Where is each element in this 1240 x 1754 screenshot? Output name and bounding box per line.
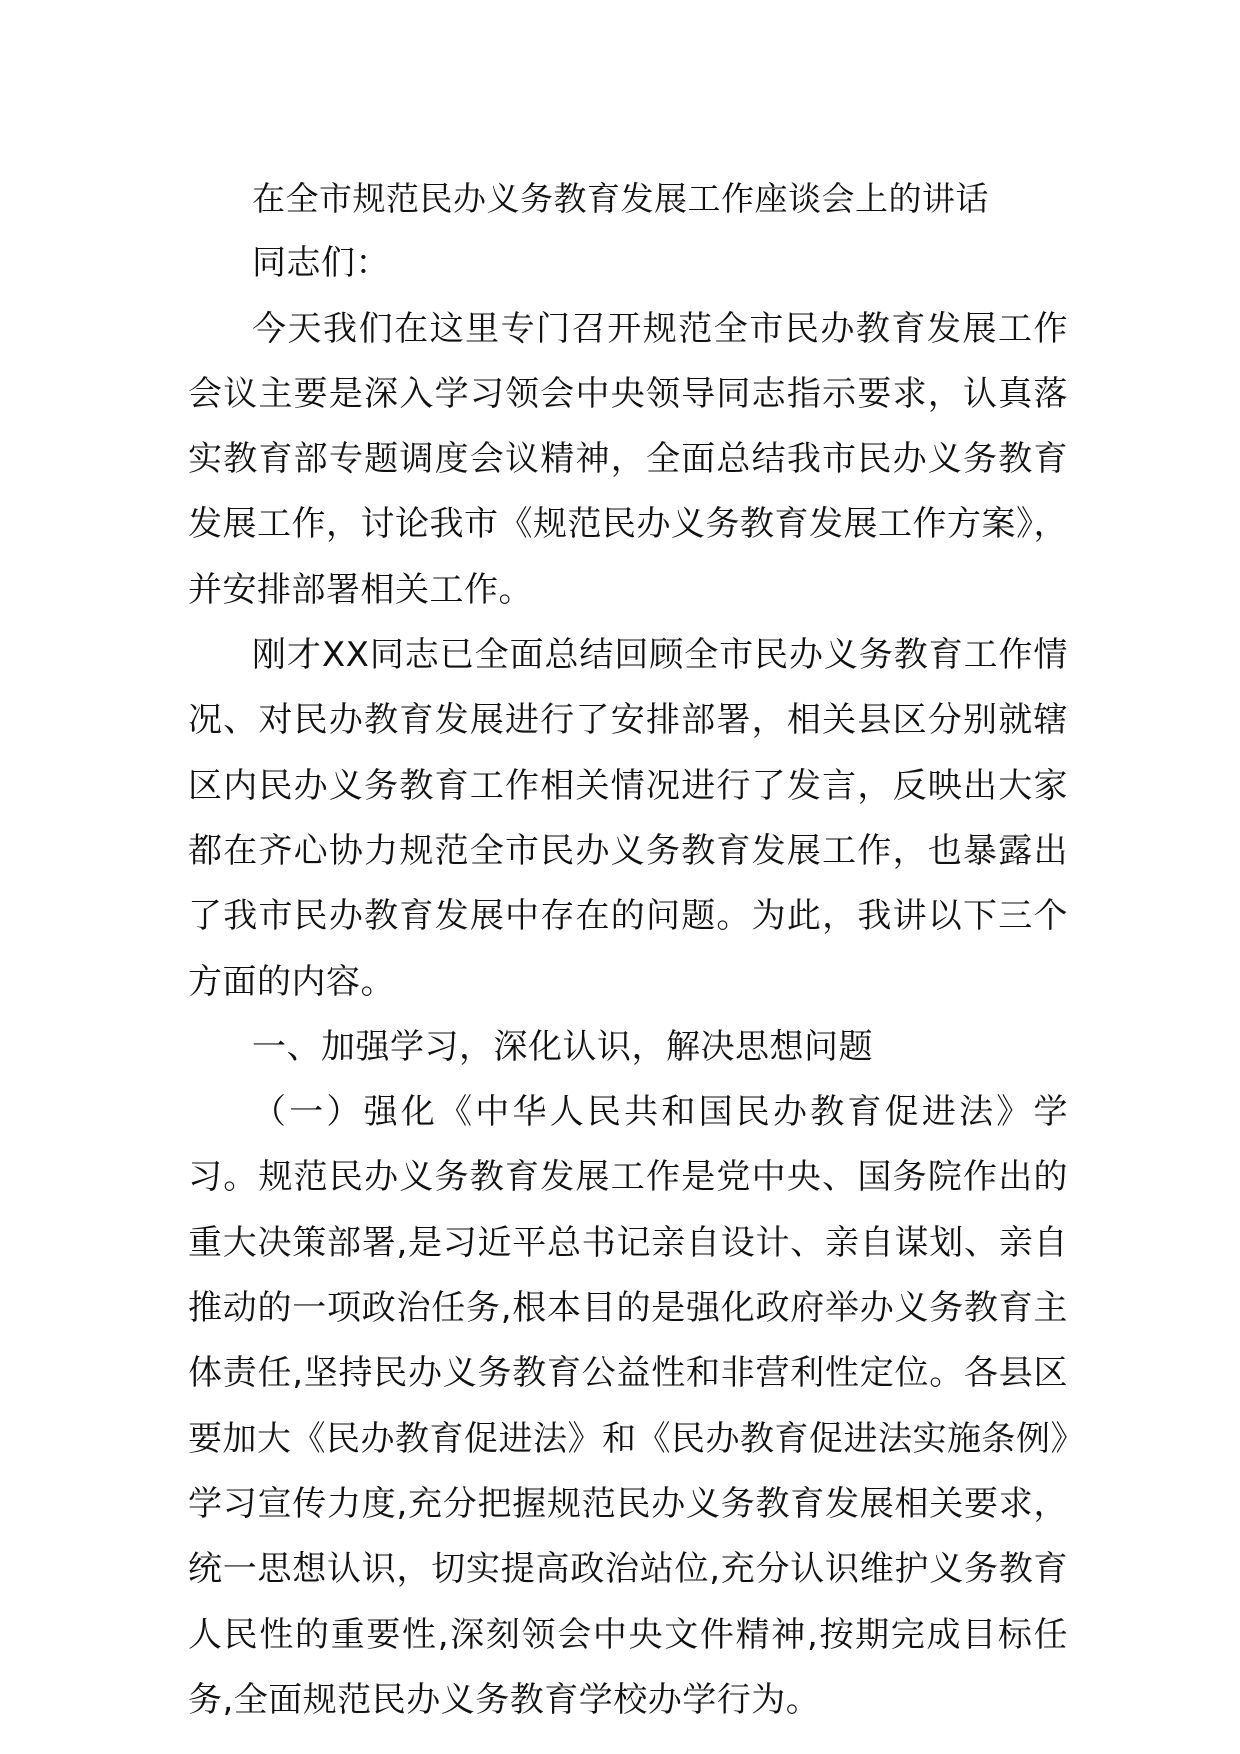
paragraph-review: 刚才XX同志已全面总结回顾全市民办义务教育工作情况、对民办教育发展进行了安排部署，相关县区分别就辖区内民办义务教育工作相关情况进行了发言，反映出大家都在齐心协力规范全市民办义务教育发展工作，也暴露出了我市民办教育发展中存在的问题。为此，我讲以下三个方面的内容。 [188,635,1068,1002]
document-title: 在全市规范民办义务教育发展工作座谈会上的讲话 [252,179,989,218]
paragraph-opening: 今天我们在这里专门召开规范全市民办教育发展工作会议主要是深入学习领会中央领导同志指示要求，认真落实教育部专题调度会议精神，全面总结我市民办义务教育发展工作，讨论我市《规范民办义务教育发展工作方案》，并安排部署相关工作。 [188,308,1068,610]
paragraph-subsection-1: （一）强化《中华人民共和国民办教育促进法》学习。规范民办义务教育发展工作是党中央、国务院作出的重大决策部署,是习近平总书记亲自设计、亲自谋划、亲自推动的一项政治任务,根本目的是强化政府举办义务教育主体责任,坚持民办义务教育公益性和非营利性定位。各县区要加大《民办教育促进法》和《民办教育促进法实施条例》学习宣传力度,充分把握规范民办义务教育发展相关要求，统一思想认识，切实提高政治站位,充分认识维护义务教育人民性的重要性,深刻领会中央文件精神,按期完成目标任务,全面规范民办义务教育学校办学行为。 [188,1092,1068,1720]
salutation: 同志们： [252,243,390,284]
section-heading-1: 一、加强学习，深化认识，解决思想问题 [252,1026,873,1067]
document-body [188,166,1068,1733]
